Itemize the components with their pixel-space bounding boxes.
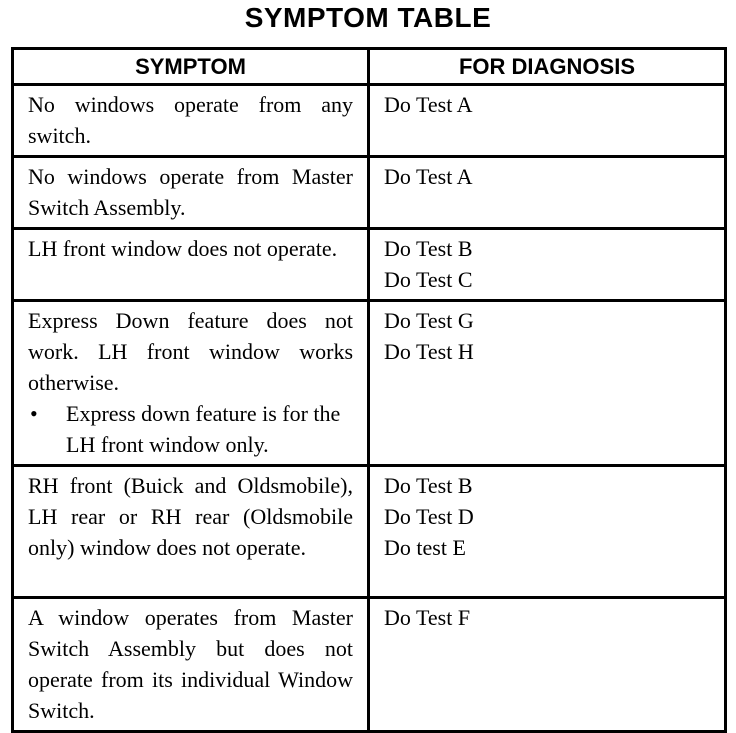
diagnosis-step: Do Test F [384,605,471,630]
table-row [13,301,726,466]
bullet-icon: • [30,401,38,426]
symptom-cell: No windows operate from any switch. [13,85,369,157]
diagnosis-column-header: FOR DIAGNOSIS [369,49,726,85]
table-row [13,85,726,157]
table-row [13,157,726,229]
symptom-cell: RH front (Buick and Oldsmobile), LH rear or RH rear (Oldsmobile only) window does not operate. [13,466,369,598]
diagnosis-step: Do Test B [384,473,473,498]
diagnosis-step: Do test E [384,535,466,560]
symptom-note-text: Express down feature is for the LH front window only. [66,401,341,457]
header-row [13,49,726,85]
table-row [13,229,726,301]
symptom-table [11,47,727,733]
diagnosis-step: Do Test G [384,308,474,333]
diagnosis-cell [369,301,726,466]
diagnosis-step: Do Test A [384,164,473,189]
diagnosis-step: Do Test B [384,236,473,261]
symptom-note [28,398,353,460]
symptom-text: Express Down feature does not work. LH front window works otherwise. [28,308,353,395]
symptom-cell [13,301,369,466]
symptom-cell: LH front window does not operate. [13,229,369,301]
page-title: SYMPTOM TABLE [244,2,492,33]
diagnosis-step: Do Test A [384,92,473,117]
diagnosis-cell [369,85,726,157]
symptom-column-header: SYMPTOM [13,49,369,85]
diagnosis-cell [369,229,726,301]
symptom-cell: A window operates from Master Switch Assembly but does not operate from its individual Window Switch. [13,598,369,732]
diagnosis-cell [369,598,726,732]
symptom-cell: No windows operate from Master Switch Assembly. [13,157,369,229]
table-row [13,598,726,732]
diagnosis-cell [369,157,726,229]
diagnosis-step: Do Test H [384,339,474,364]
table-row [13,466,726,598]
diagnosis-step: Do Test D [384,504,474,529]
diagnosis-cell [369,466,726,598]
diagnosis-step: Do Test C [384,267,473,292]
